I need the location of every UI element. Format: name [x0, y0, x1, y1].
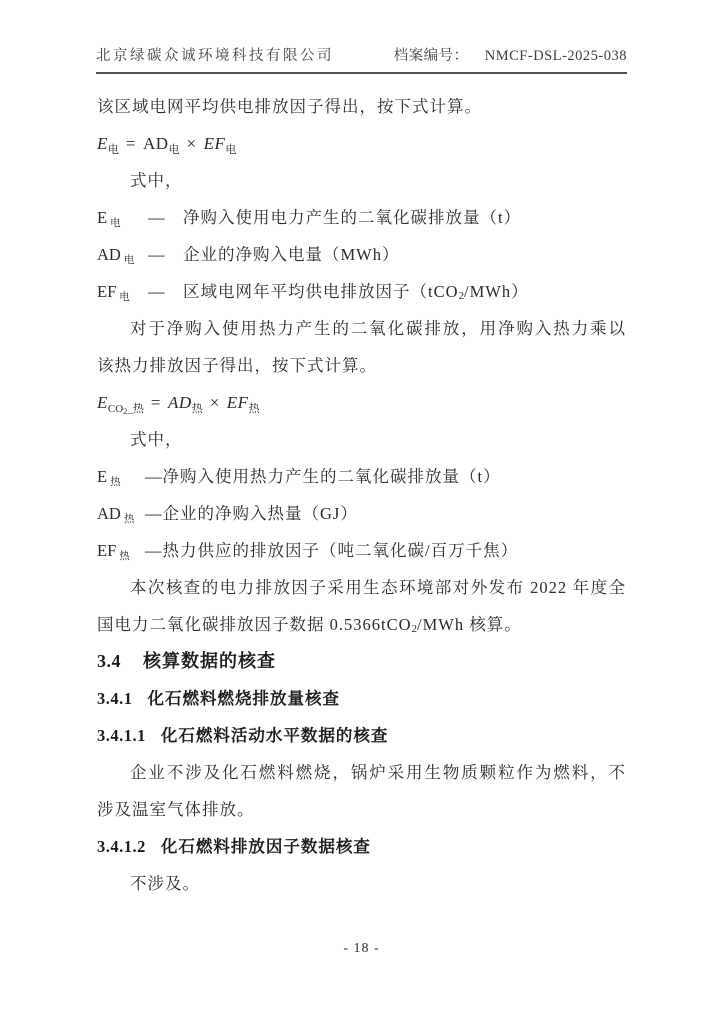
formula-lhs-subscript	[108, 403, 144, 415]
definition-text	[148, 282, 529, 301]
factor-text-sub: 2	[411, 623, 418, 635]
term-symbol: E	[97, 208, 108, 227]
formula-term-ad-subscript: 电	[168, 144, 180, 156]
where-label: 式中，	[130, 430, 183, 449]
formula-electricity-emissions	[97, 125, 626, 162]
paragraph-not-involved: 不涉及。	[130, 874, 200, 893]
term-subscript: 电	[110, 218, 121, 229]
paragraph-heat-intro-line1: 对于净购入使用热力产生的二氧化碳排放，用净购入热力乘以	[130, 319, 626, 338]
definition-text	[148, 245, 400, 264]
definition-row	[97, 495, 626, 532]
formula-term-ad: AD	[142, 134, 169, 153]
heading-number: 3.4	[97, 651, 121, 671]
formula-term-ef: EF	[226, 393, 249, 412]
term-subscript: 热	[119, 551, 130, 562]
equals-sign: =	[150, 393, 162, 412]
term-subscript: 电	[123, 255, 135, 266]
factor-text-post: /MWh 核算。	[417, 615, 522, 634]
paragraph-emission-factor-line1: 本次核查的电力排放因子采用生态环境部对外发布 2022 年度全	[130, 578, 626, 597]
archive-number-value: NMCF-DSL-2025-038	[484, 48, 627, 64]
definition-term	[97, 458, 145, 495]
section-heading-3-4-1-2	[97, 828, 626, 865]
definition-row	[97, 532, 626, 569]
page-header	[96, 44, 627, 74]
definition-text-pre: —热力供应的排放因子（吨二氧化碳/百万千焦）	[145, 541, 519, 560]
definition-text-pre: —净购入使用热力产生的二氧化碳排放量（t）	[145, 467, 501, 486]
definition-text-sub: 2	[458, 290, 465, 302]
definition-text-pre: —企业的净购入热量（GJ）	[145, 504, 358, 523]
definition-term	[97, 532, 145, 569]
definition-text	[148, 208, 521, 227]
definition-text-pre: — 区域电网年平均供电排放因子（tCO	[148, 282, 459, 301]
definition-text	[145, 467, 501, 486]
formula-lhs: E	[97, 134, 108, 153]
definition-term	[97, 199, 148, 236]
term-symbol: EF	[97, 282, 117, 301]
definition-text-pre: — 净购入使用电力产生的二氧化碳排放量（t）	[148, 208, 522, 227]
definition-text	[145, 541, 518, 560]
multiply-sign: ×	[209, 393, 220, 412]
term-symbol: AD	[97, 245, 121, 264]
heading-title: 化石燃料燃烧排放量核查	[147, 689, 340, 708]
definition-text-pre: — 企业的净购入电量（MWh）	[148, 245, 400, 264]
archive-number-group	[394, 44, 627, 65]
term-subscript: 热	[110, 477, 121, 488]
section-heading-3-4-1	[97, 680, 626, 717]
definition-term	[97, 273, 148, 310]
formula-lhs: E	[97, 393, 108, 412]
term-symbol: EF	[97, 541, 117, 560]
page-number: - 18 -	[343, 941, 380, 956]
term-subscript: 电	[119, 292, 130, 303]
company-name: 北京绿碳众诚环境科技有限公司	[96, 48, 334, 64]
heading-number: 3.4.1.1	[97, 726, 146, 745]
definition-text	[145, 504, 358, 523]
section-heading-3-4	[97, 643, 626, 680]
where-label: 式中，	[130, 171, 183, 190]
definition-row	[97, 236, 626, 273]
paragraph-emission-factor-line2	[97, 606, 626, 643]
term-symbol: E	[97, 467, 108, 486]
heading-title: 核算数据的核查	[143, 651, 276, 671]
factor-text-pre: 国电力二氧化碳排放因子数据 0.5366tCO	[97, 615, 412, 634]
heading-title: 化石燃料排放因子数据核查	[160, 837, 371, 856]
formula-lhs-subscript: 电	[107, 144, 119, 156]
subscript-co: CO	[107, 403, 124, 415]
page-footer	[0, 941, 723, 957]
definition-row	[97, 273, 626, 310]
subscript-heat: _热	[127, 403, 144, 415]
definition-row	[97, 199, 626, 236]
term-symbol: AD	[97, 504, 121, 523]
document-body	[97, 88, 626, 902]
equals-sign: =	[125, 134, 136, 153]
heading-title: 化石燃料活动水平数据的核查	[160, 726, 389, 745]
subscript-digit: 2	[123, 406, 128, 416]
section-heading-3-4-1-1	[97, 717, 626, 754]
formula-term-ad-subscript: 热	[191, 403, 203, 415]
formula-term-ad: AD	[168, 393, 192, 412]
paragraph-fossil-fuel-line1: 企业不涉及化石燃料燃烧，锅炉采用生物质颗粒作为燃料，不	[130, 763, 626, 782]
paragraph-grid-factor-intro: 该区域电网平均供电排放因子得出，按下式计算。	[97, 97, 482, 116]
heading-number: 3.4.1	[97, 689, 133, 708]
definition-row	[97, 458, 626, 495]
definition-text-post: /MWh）	[464, 282, 529, 301]
archive-number-label: 档案编号：	[393, 48, 469, 64]
formula-term-ef-subscript: 热	[248, 403, 260, 415]
term-subscript: 热	[123, 514, 135, 525]
multiply-sign: ×	[186, 134, 197, 153]
formula-term-ef-subscript: 电	[225, 144, 237, 156]
formula-heat-emissions	[97, 384, 626, 421]
formula-term-ef: EF	[203, 134, 226, 153]
paragraph-fossil-fuel-line2: 涉及温室气体排放。	[97, 800, 255, 819]
paragraph-heat-intro-line2: 该热力排放因子得出，按下式计算。	[97, 356, 377, 375]
definition-term	[97, 495, 145, 532]
definition-term	[97, 236, 148, 273]
heading-number: 3.4.1.2	[97, 837, 146, 856]
